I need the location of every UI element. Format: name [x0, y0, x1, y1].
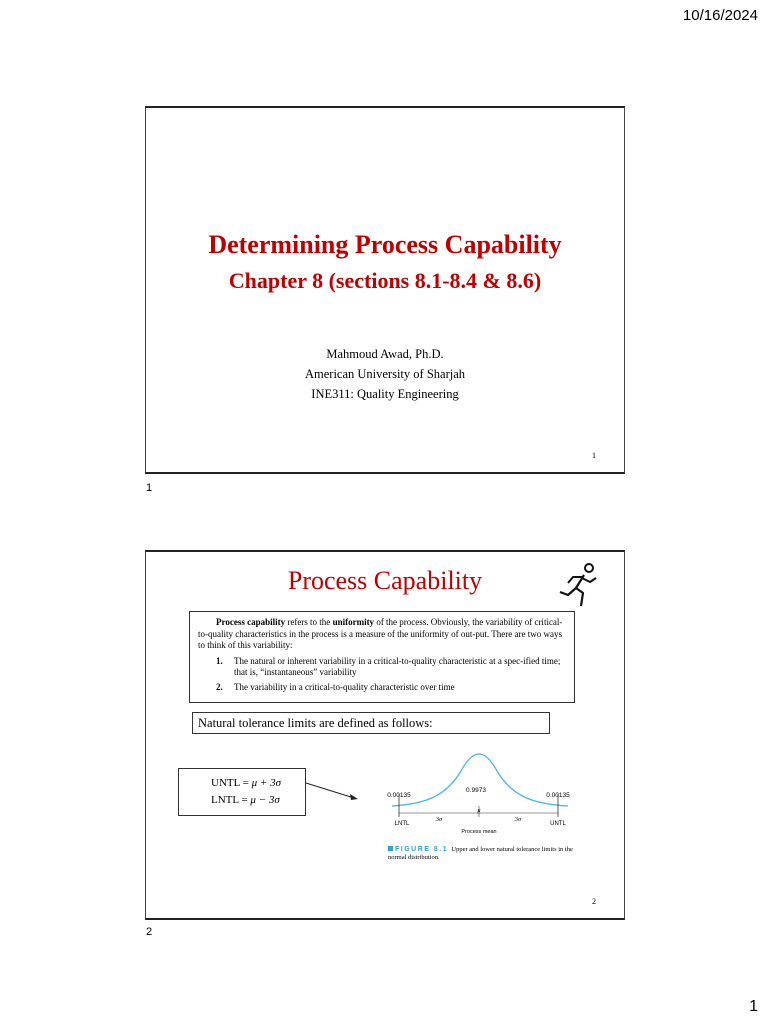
- term-process-capability: Process capability: [216, 617, 286, 627]
- untl-label: UNTL: [550, 821, 566, 827]
- definition-box: [189, 611, 575, 703]
- figure-tag: FIGURE 8.1: [395, 846, 449, 853]
- slide-label: 1: [146, 482, 153, 494]
- arrow-head: [350, 794, 358, 800]
- caption-square-icon: [388, 846, 393, 851]
- slide-number: 1: [592, 451, 596, 460]
- slide-subtitle: Chapter 8 (sections 8.1-8.4 & 8.6): [228, 268, 542, 293]
- caption-text: Upper and lower natural tolerance limits in the normal distribution.: [388, 846, 573, 861]
- list-item: 2. The variability in a critical-to-quality characteristic over time: [216, 681, 455, 692]
- slide-2: [145, 550, 625, 920]
- author-block: [146, 344, 624, 404]
- natural-tolerance-heading: Natural tolerance limits are defined as follows:: [192, 712, 550, 734]
- slide-title: Process Capability: [287, 566, 483, 595]
- definition-text-b: of the process. Obviously, the variability of critical-to-quality characteristics in the process is a measure of the uniformity of out-put. There are two ways to think of this variability:: [198, 617, 563, 650]
- normal-distribution-figure: [296, 746, 596, 846]
- process-mean-label: Process mean: [461, 829, 497, 835]
- definition-text-a: refers to the: [285, 617, 333, 627]
- lntl-formula: LNTL = μ − 3σ: [211, 794, 280, 806]
- three-sigma-left-label: 3σ: [435, 816, 443, 823]
- mu-label: μ: [477, 808, 481, 814]
- page-number: 1: [749, 998, 758, 1015]
- pointer-arrow: [306, 783, 354, 798]
- author-name: Mahmoud Awad, Ph.D.: [326, 347, 444, 361]
- figure-caption: [388, 846, 588, 862]
- slide-title: Determining Process Capability: [208, 230, 562, 259]
- left-tail-label: 0.00135: [387, 792, 411, 799]
- center-area-label: 0.9973: [466, 787, 486, 794]
- slide-label: 2: [146, 926, 153, 938]
- author-affiliation: American University of Sharjah: [304, 367, 466, 381]
- running-person-icon: [556, 562, 600, 610]
- formula-box: [178, 768, 306, 816]
- bell-curve: [392, 754, 568, 806]
- slide-1: [145, 106, 625, 474]
- course-name: INE311: Quality Engineering: [311, 387, 459, 401]
- lntl-label: LNTL: [394, 821, 410, 827]
- right-tail-label: 0.00135: [546, 792, 570, 799]
- three-sigma-right-label: 3σ: [514, 816, 522, 823]
- definition-paragraph: [198, 617, 568, 652]
- term-uniformity: uniformity: [332, 617, 375, 627]
- variability-list: [198, 656, 568, 694]
- list-item: 1. The natural or inherent variability in a critical-to-quality characteristic at a spec-ified time; that is, “instantaneous” variability: [216, 655, 561, 677]
- header-date: 10/16/2024: [682, 7, 758, 24]
- slide-number: 2: [592, 897, 596, 906]
- untl-formula: UNTL = μ + 3σ: [211, 777, 281, 789]
